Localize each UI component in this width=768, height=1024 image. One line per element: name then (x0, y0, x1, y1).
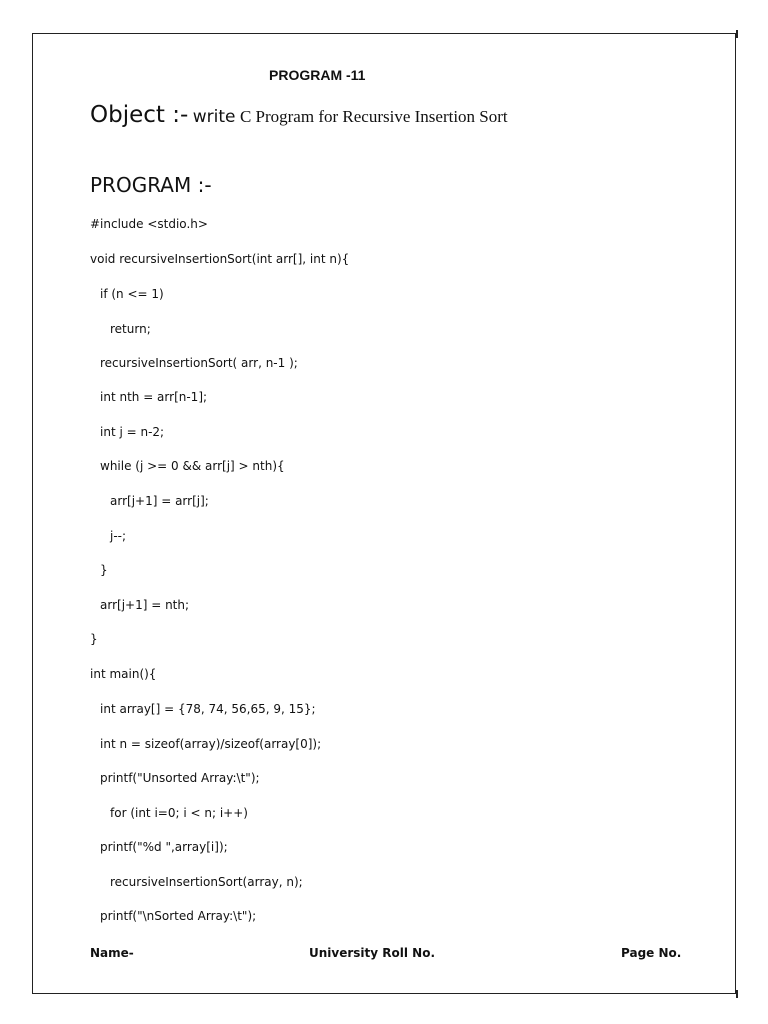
border-tick-top (736, 30, 738, 38)
code-line: printf("\nSorted Array:\t"); (100, 909, 257, 923)
code-line: int array[] = {78, 74, 56,65, 9, 15}; (100, 702, 316, 716)
program-title-text: PROGRAM -11 (269, 67, 366, 83)
code-line: printf("%d ",array[i]); (100, 840, 228, 854)
code-line: #include <stdio.h> (90, 217, 208, 231)
code-line: int n = sizeof(array)/sizeof(array[0]); (100, 737, 322, 751)
border-tick-bottom (736, 990, 738, 998)
code-line: return; (110, 322, 151, 336)
footer-name-label: Name- (90, 946, 134, 960)
footer-page-label: Page No. (621, 946, 682, 960)
code-line: if (n <= 1) (100, 287, 164, 301)
code-line: } (100, 563, 108, 577)
code-line: } (90, 632, 98, 646)
program-title (269, 67, 365, 83)
code-line: int j = n-2; (100, 425, 165, 439)
code-line: int main(){ (90, 667, 157, 681)
object-prefix: write (192, 107, 236, 127)
code-line: printf("Unsorted Array:\t"); (100, 771, 260, 785)
code-line: recursiveInsertionSort( arr, n-1 ); (100, 356, 298, 370)
program-section-heading: PROGRAM :- (90, 173, 212, 197)
code-line: recursiveInsertionSort(array, n); (110, 875, 303, 889)
footer-roll-label: University Roll No. (309, 946, 436, 960)
code-line: void recursiveInsertionSort(int arr[], int n){ (90, 252, 350, 266)
object-description: C Program for Recursive Insertion Sort (239, 107, 508, 126)
object-line (90, 102, 508, 128)
object-label: Object :- (90, 102, 189, 128)
code-line: j--; (110, 529, 127, 543)
code-line: arr[j+1] = arr[j]; (110, 494, 209, 508)
code-line: arr[j+1] = nth; (100, 598, 190, 612)
code-line: for (int i=0; i < n; i++) (110, 806, 248, 820)
code-line: int nth = arr[n-1]; (100, 390, 208, 404)
code-line: while (j >= 0 && arr[j] > nth){ (100, 459, 285, 473)
